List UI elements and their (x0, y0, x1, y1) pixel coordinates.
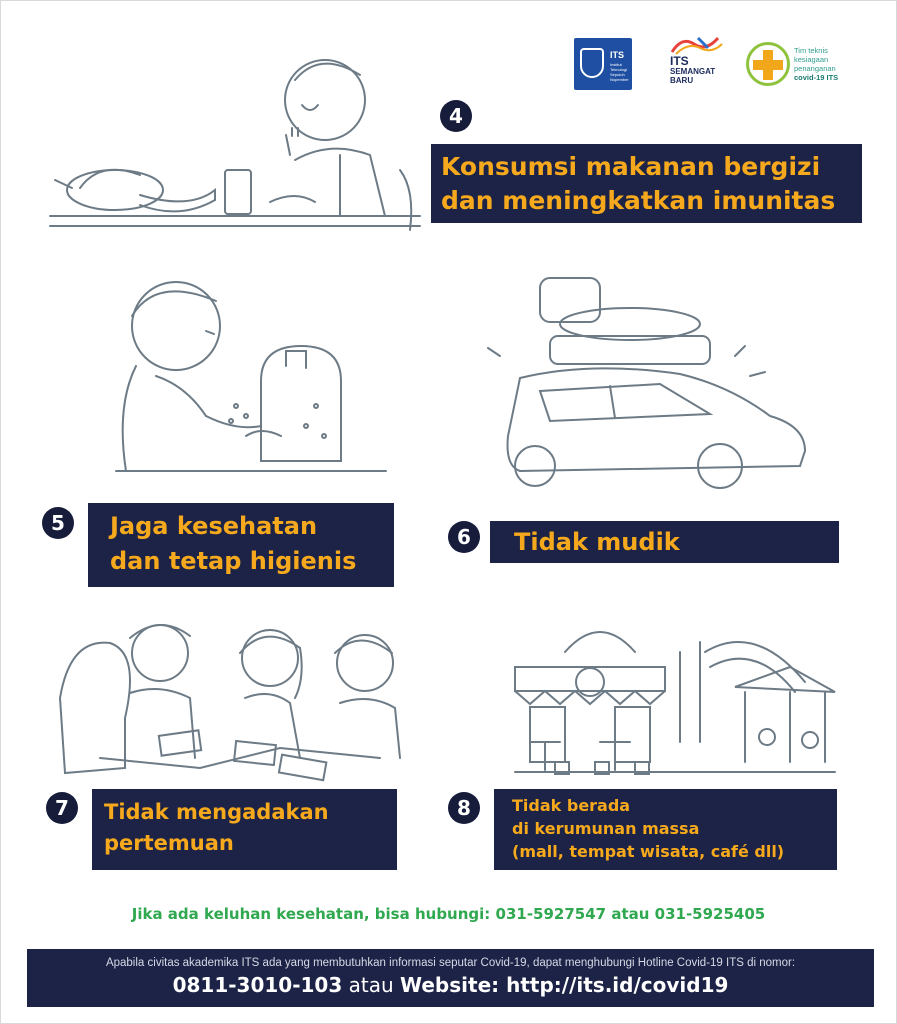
boy-eating-meal-illustration (40, 40, 430, 240)
step-number-6: 6 (448, 521, 480, 553)
its-logo (574, 38, 632, 90)
footer-atau: atau (342, 973, 401, 997)
step-4-line-1: Konsumsi makanan bergizi (441, 152, 821, 181)
footer-info-text: Apabila civitas akademika ITS ada yang membutuhkan informasi seputar Covid-19, dapat menghubungi Hotline Covid-19 ITS di nomor: (105, 957, 796, 969)
step-number-7: 7 (46, 792, 78, 824)
crowded-places-illustration (505, 612, 845, 787)
group-meeting-illustration (30, 608, 420, 788)
step-7-line-1: Tidak mengadakan (104, 800, 329, 824)
hotline-footer (27, 949, 874, 1007)
health-contact-line: Jika ada keluhan kesehatan, bisa hubungi: 031-5927547 atau 031-5925405 (131, 905, 766, 923)
its-emblem-icon (580, 48, 604, 78)
step-6-banner (490, 521, 839, 563)
step-number-4: 4 (440, 100, 472, 132)
semangat-baru-line1: ITS (670, 54, 689, 68)
step-5-line-2: dan tetap higienis (110, 547, 357, 575)
step-5-line-1: Jaga kesehatan (110, 512, 318, 540)
step-number-8: 8 (448, 792, 480, 824)
website-link[interactable]: Website: http://its.id/covid19 (400, 973, 729, 997)
tim-teknis-logo (746, 36, 868, 94)
step-4-line-2: dan meningkatkan imunitas (441, 186, 836, 215)
step-number-5: 5 (42, 507, 74, 539)
step-8-line-2: di kerumunan massa (512, 819, 700, 838)
plus-icon-horizontal (753, 60, 783, 70)
step-8-line-3: (mall, tempat wisata, café dll) (512, 842, 785, 861)
step-7-line-2: pertemuan (104, 831, 234, 855)
step-8-banner (494, 789, 837, 870)
hotline-number[interactable]: 0811-3010-103 (172, 973, 343, 997)
step-5-banner (88, 503, 394, 587)
step-8-line-1: Tidak berada (512, 796, 631, 815)
semangat-baru-line2: SEMANGAT BARU (670, 67, 716, 85)
footer-hotline-line (27, 973, 874, 997)
logo-row (568, 34, 868, 98)
tim-teknis-text: Tim teknis kesiagaan penanganan covid-19 ITS (794, 46, 839, 82)
step-4-banner (431, 144, 862, 223)
loaded-car-illustration (480, 266, 820, 496)
step-6-line-1: Tidak mudik (514, 528, 680, 556)
step-7-banner (92, 789, 397, 870)
boy-washing-hands-illustration (96, 256, 396, 496)
its-logo-title: ITS (610, 50, 625, 60)
semangat-baru-logo (668, 34, 728, 94)
its-logo-subtitle: Institut Teknologi Sepuluh Nopember (610, 62, 629, 82)
